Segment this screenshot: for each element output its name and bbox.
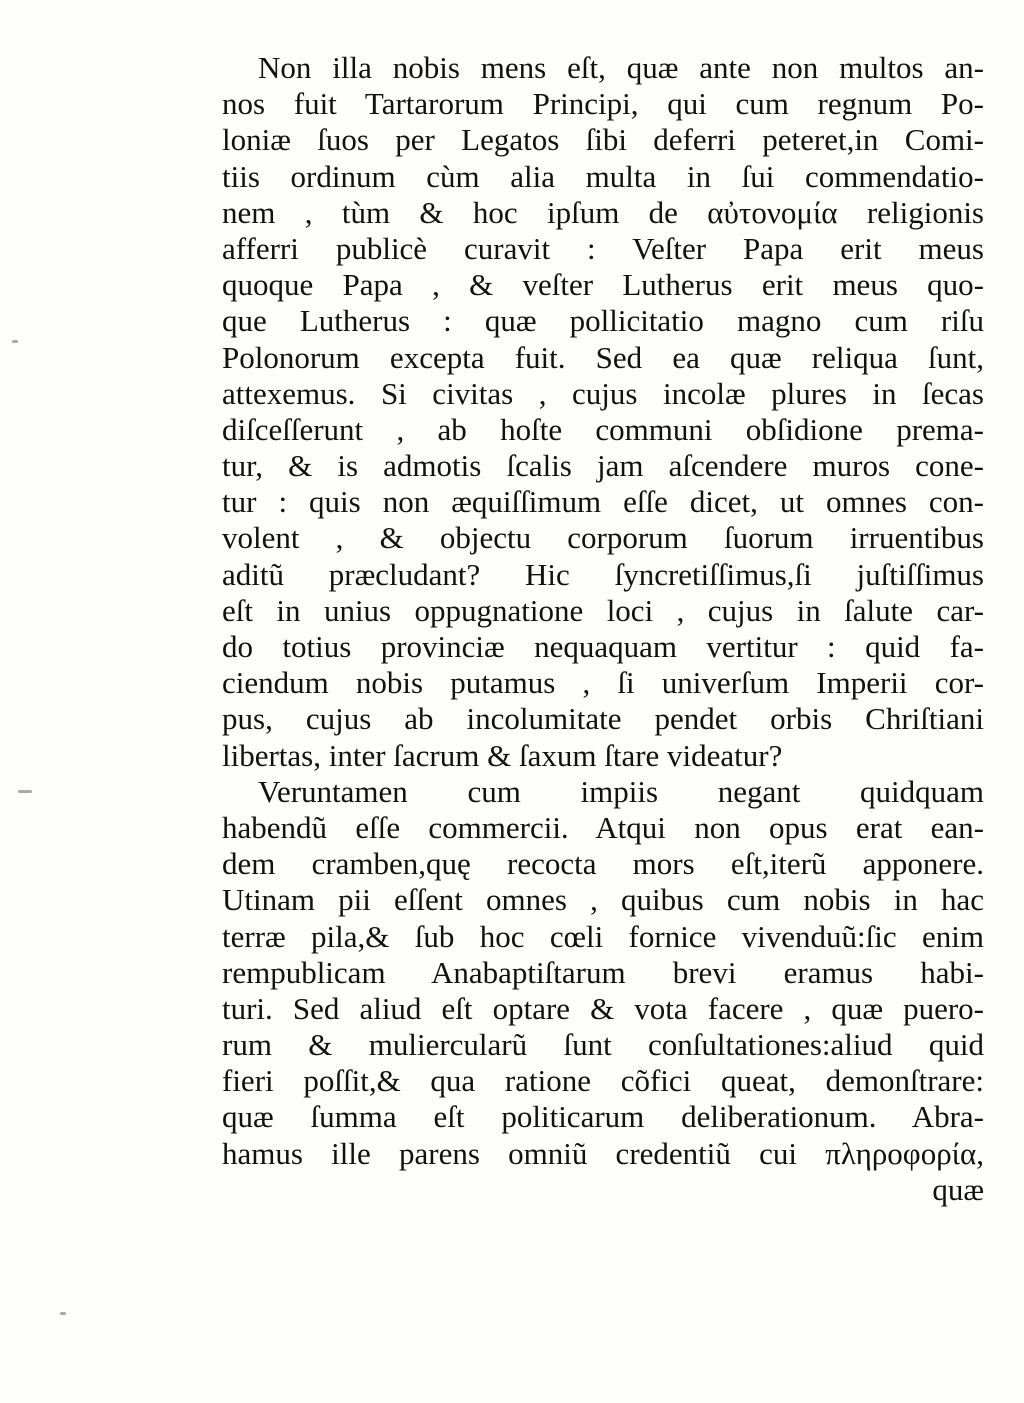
text-line: diſceſſerunt , ab hoſte communi obſidione prema- bbox=[222, 411, 984, 447]
text-line: aditũ præcludant? Hic ſyncretiſſimus,ſi juſtiſſimus bbox=[222, 556, 984, 592]
text-line: rempublicam Anabaptiſtarum brevi eramus habi- bbox=[222, 954, 984, 990]
text-line: tur : quis non æquiſſimum eſſe dicet, ut omnes con- bbox=[222, 484, 984, 520]
scan-speck bbox=[18, 790, 32, 793]
catchword: quæ bbox=[932, 1171, 984, 1207]
text-line: tur, & is admotis ſcalis jam aſcendere muros cone- bbox=[222, 448, 984, 484]
text-line: loniæ ſuos per Legatos ſibi deferri peteret,in Comi- bbox=[222, 122, 984, 158]
paragraph-2 bbox=[222, 774, 984, 1172]
scan-speck bbox=[60, 1312, 66, 1315]
text-line: afferri publicè curavit : Veſter Papa erit meus bbox=[222, 230, 984, 266]
text-line: Polonorum excepta fuit. Sed ea quæ reliqua ſunt, bbox=[222, 339, 984, 375]
text-line: terræ pila,& ſub hoc cœli fornice vivenduũ:ſic enim bbox=[222, 918, 984, 954]
text-line: Veruntamen cum impiis negant quidquam bbox=[258, 773, 984, 809]
text-line: fieri poſſit,& qua ratione cõfici queat, demonſtrare: bbox=[222, 1063, 984, 1099]
text-line: pus, cujus ab incolumitate pendet orbis Chriſtiani bbox=[222, 701, 984, 737]
text-line: dem cramben,quę recocta mors eſt,iterũ apponere. bbox=[222, 846, 984, 882]
text-line: eſt in unius oppugnatione loci , cujus in ſalute car- bbox=[222, 592, 984, 628]
text-line: ciendum nobis putamus , ſi univerſum Imperii cor- bbox=[222, 665, 984, 701]
scan-speck bbox=[12, 340, 18, 343]
text-line: nem , tùm & hoc ipſum de αὐτονομία religionis bbox=[222, 194, 984, 230]
text-line: tiis ordinum cùm alia multa in ſui commendatio- bbox=[222, 158, 984, 194]
body-text bbox=[222, 50, 984, 1208]
text-line: Utinam pii eſſent omnes , quibus cum nobis in hac bbox=[222, 882, 984, 918]
text-line: quoque Papa , & veſter Lutherus erit meus quo- bbox=[222, 267, 984, 303]
paragraph-1 bbox=[222, 50, 984, 774]
text-line: turi. Sed aliud eſt optare & vota facere , quæ puero- bbox=[222, 990, 984, 1026]
text-line: habendũ eſſe commercii. Atqui non opus erat ean- bbox=[222, 809, 984, 845]
text-line: libertas, inter ſacrum & ſaxum ſtare videatur? bbox=[222, 737, 783, 773]
text-line: do totius provinciæ nequaquam vertitur : quid fa- bbox=[222, 629, 984, 664]
text-line: Non illa nobis mens eſt, quæ ante non multos an- bbox=[258, 50, 984, 85]
text-line: rum & muliercularũ ſunt conſultationes:aliud quid bbox=[222, 1027, 984, 1063]
text-line: attexemus. Si civitas , cujus incolæ plures in ſecas bbox=[222, 375, 984, 411]
text-line: volent , & objectu corporum ſuorum irruentibus bbox=[222, 520, 984, 556]
text-line: que Lutherus : quæ pollicitatio magno cum riſu bbox=[222, 303, 984, 339]
text-line: nos fuit Tartarorum Principi, qui cum regnum Po- bbox=[222, 86, 984, 122]
text-line: quæ ſumma eſt politicarum deliberationum. Abra- bbox=[222, 1099, 984, 1135]
text-line: hamus ille parens omniũ credentiũ cui πληροφορία, bbox=[222, 1135, 984, 1171]
